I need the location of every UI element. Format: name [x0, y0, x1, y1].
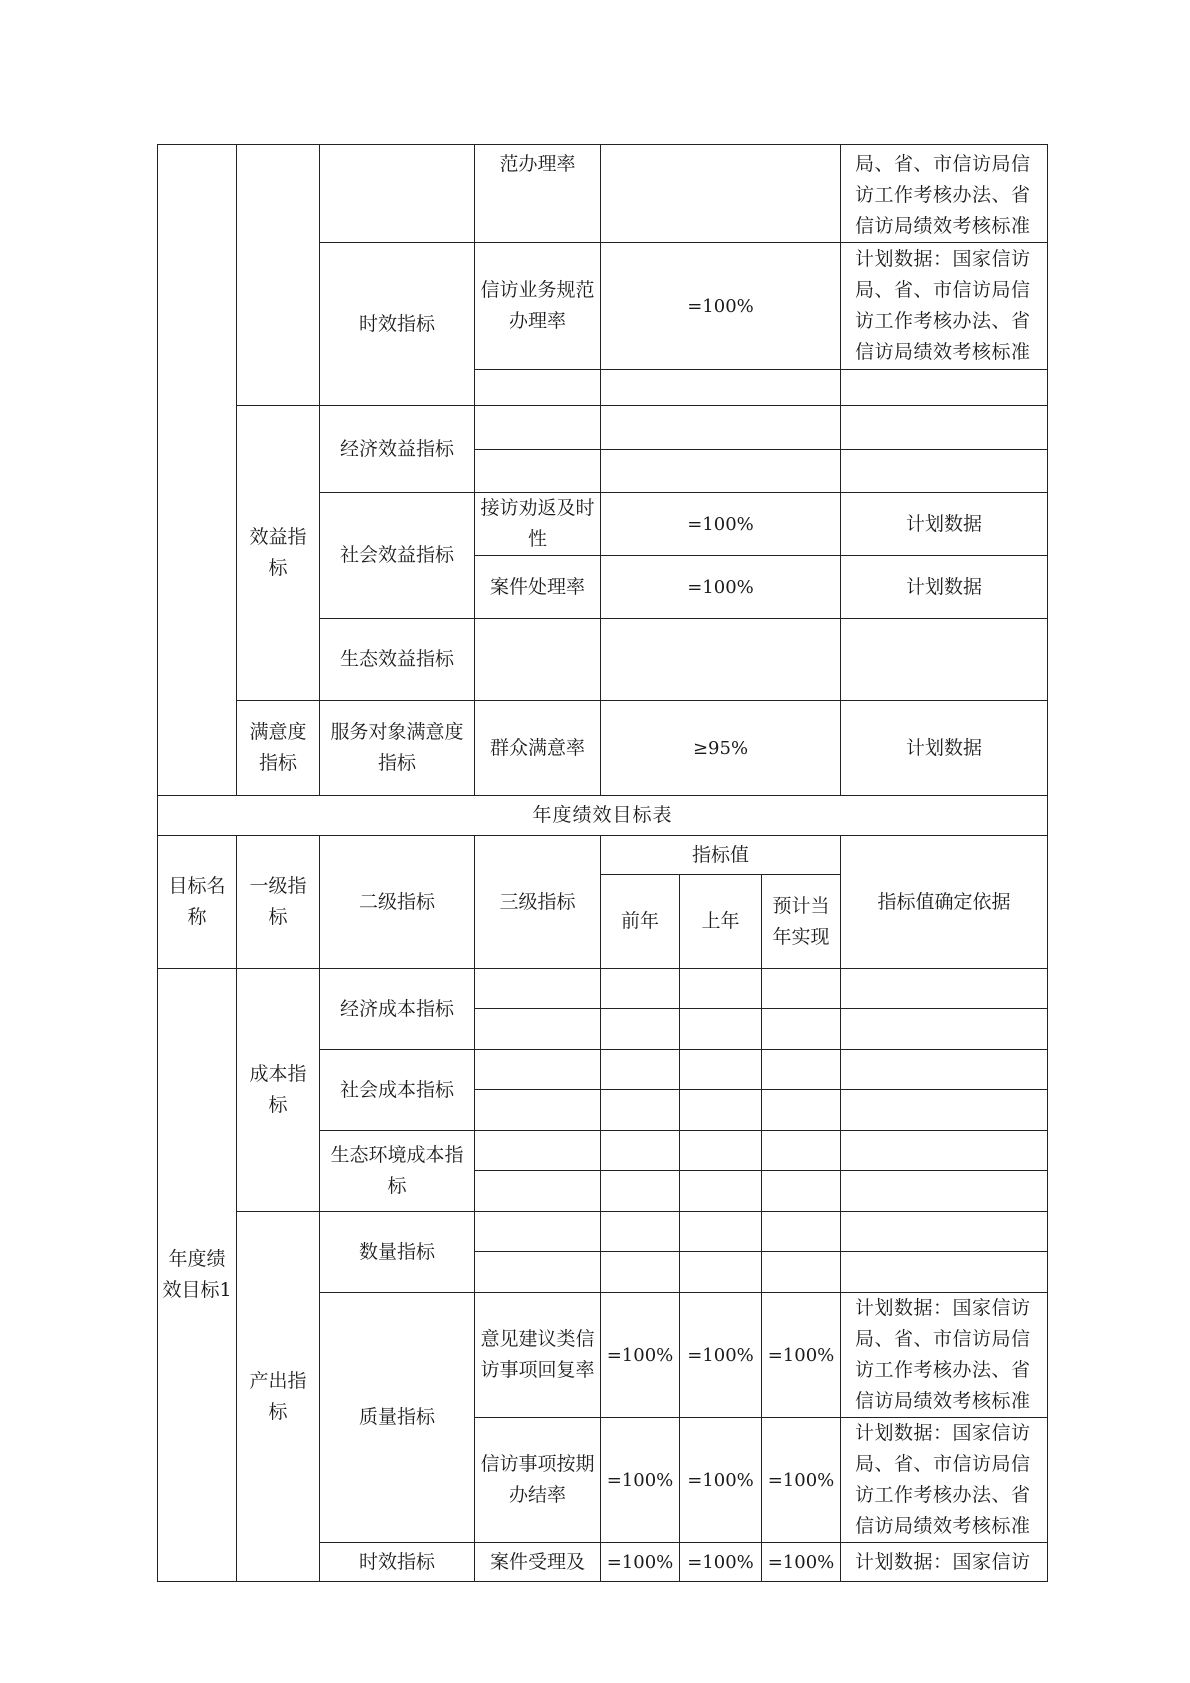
last-year-value: =100%: [680, 1543, 762, 1582]
table-row: [158, 796, 1048, 836]
header-prev-year: 前年: [601, 875, 680, 969]
empty-cell: [841, 969, 1048, 1009]
header-value-group: 指标值: [601, 836, 841, 875]
empty-cell: [841, 370, 1048, 406]
empty-cell: [841, 1252, 1048, 1293]
primary-indicator: 满意度指标: [237, 701, 320, 796]
header-goal-name: 目标名称: [158, 836, 237, 969]
empty-cell: [475, 1171, 601, 1212]
basis-cell: 计划数据: [841, 556, 1048, 619]
goal-name: 年度绩效目标1: [158, 969, 237, 1582]
primary-cell-continued: [237, 145, 320, 406]
empty-cell: [841, 1171, 1048, 1212]
prev-year-value: =100%: [601, 1543, 680, 1582]
empty-cell: [601, 619, 841, 701]
empty-cell: [841, 406, 1048, 450]
empty-cell: [680, 1009, 762, 1050]
last-year-value: =100%: [680, 1293, 762, 1418]
secondary-indicator: 质量指标: [320, 1293, 475, 1543]
primary-indicator: 效益指标: [237, 406, 320, 701]
performance-table-sheet: [157, 144, 1047, 1585]
table-row: [158, 406, 1048, 450]
tertiary-indicator: 信访业务规范办理率: [475, 243, 601, 370]
empty-cell: [841, 450, 1048, 493]
empty-cell: [601, 1131, 680, 1171]
indicator-value: =100%: [601, 243, 841, 370]
empty-cell: [680, 1050, 762, 1090]
indicator-value: =100%: [601, 556, 841, 619]
basis-cell: 局、省、市信访局信访工作考核办法、省信访局绩效考核标准: [841, 145, 1048, 243]
secondary-indicator: 服务对象满意度指标: [320, 701, 475, 796]
header-basis: 指标值确定依据: [841, 836, 1048, 969]
empty-cell: [475, 1009, 601, 1050]
empty-cell: [762, 1090, 841, 1131]
empty-cell: [762, 1131, 841, 1171]
empty-cell: [762, 1252, 841, 1293]
header-primary: 一级指标: [237, 836, 320, 969]
empty-cell: [680, 1131, 762, 1171]
tertiary-indicator: 接访劝返及时性: [475, 493, 601, 556]
tertiary-indicator: 案件处理率: [475, 556, 601, 619]
secondary-indicator: 时效指标: [320, 1543, 475, 1582]
primary-indicator: 产出指标: [237, 1212, 320, 1582]
expected-value: =100%: [762, 1418, 841, 1543]
header-last-year: 上年: [680, 875, 762, 969]
empty-cell: [475, 1050, 601, 1090]
empty-cell: [841, 1131, 1048, 1171]
empty-cell: [475, 370, 601, 406]
empty-cell: [601, 1171, 680, 1212]
indicator-value: ≥95%: [601, 701, 841, 796]
table-row: [158, 701, 1048, 796]
expected-value: =100%: [762, 1293, 841, 1418]
empty-cell: [601, 1050, 680, 1090]
empty-cell: [680, 1090, 762, 1131]
secondary-cell-continued: [320, 145, 475, 243]
table-row: [158, 145, 1048, 243]
secondary-indicator: 社会成本指标: [320, 1050, 475, 1131]
empty-cell: [475, 406, 601, 450]
empty-cell: [680, 1171, 762, 1212]
secondary-indicator: 生态效益指标: [320, 619, 475, 701]
empty-cell: [475, 1090, 601, 1131]
empty-cell: [680, 1212, 762, 1252]
goal-name-cell-continued: [158, 145, 237, 796]
empty-cell: [475, 619, 601, 701]
table-row: [158, 969, 1048, 1009]
secondary-indicator: 数量指标: [320, 1212, 475, 1293]
header-tertiary: 三级指标: [475, 836, 601, 969]
header-row: [158, 836, 1048, 875]
primary-indicator: 成本指标: [237, 969, 320, 1212]
empty-cell: [762, 1171, 841, 1212]
empty-cell: [762, 1212, 841, 1252]
empty-cell: [601, 450, 841, 493]
empty-cell: [841, 619, 1048, 701]
secondary-indicator: 经济成本指标: [320, 969, 475, 1050]
secondary-indicator: 经济效益指标: [320, 406, 475, 493]
secondary-indicator: 生态环境成本指标: [320, 1131, 475, 1212]
empty-cell: [601, 1252, 680, 1293]
empty-cell: [475, 1252, 601, 1293]
empty-cell: [475, 1131, 601, 1171]
empty-cell: [841, 1009, 1048, 1050]
basis-cell: 计划数据：国家信访局、省、市信访局信访工作考核办法、省信访局绩效考核标准: [841, 1418, 1048, 1543]
tertiary-indicator: 群众满意率: [475, 701, 601, 796]
basis-cell: 计划数据：国家信访: [841, 1543, 1048, 1582]
empty-cell: [475, 450, 601, 493]
empty-cell: [475, 1212, 601, 1252]
header-secondary: 二级指标: [320, 836, 475, 969]
basis-cell: 计划数据: [841, 701, 1048, 796]
empty-cell: [475, 969, 601, 1009]
tertiary-indicator: 案件受理及: [475, 1543, 601, 1582]
tertiary-indicator: 信访事项按期办结率: [475, 1418, 601, 1543]
empty-cell: [762, 969, 841, 1009]
empty-cell: [601, 1009, 680, 1050]
empty-cell: [601, 1090, 680, 1131]
empty-cell: [680, 969, 762, 1009]
table-row: [158, 1212, 1048, 1252]
empty-cell: [841, 1090, 1048, 1131]
empty-cell: [841, 1050, 1048, 1090]
header-expected: 预计当年实现: [762, 875, 841, 969]
tertiary-indicator: 意见建议类信访事项回复率: [475, 1293, 601, 1418]
annual-table-title: 年度绩效目标表: [158, 796, 1048, 836]
basis-cell: 计划数据：国家信访局、省、市信访局信访工作考核办法、省信访局绩效考核标准: [841, 1293, 1048, 1418]
basis-cell: 计划数据: [841, 493, 1048, 556]
empty-cell: [601, 1212, 680, 1252]
empty-cell: [601, 406, 841, 450]
basis-cell: 计划数据：国家信访局、省、市信访局信访工作考核办法、省信访局绩效考核标准: [841, 243, 1048, 370]
empty-cell: [841, 1212, 1048, 1252]
expected-value: =100%: [762, 1543, 841, 1582]
indicator-value: =100%: [601, 493, 841, 556]
secondary-indicator: 时效指标: [320, 243, 475, 406]
prev-year-value: =100%: [601, 1418, 680, 1543]
empty-cell: [762, 1050, 841, 1090]
empty-cell: [601, 969, 680, 1009]
empty-cell: [762, 1009, 841, 1050]
performance-table: [157, 144, 1048, 1582]
empty-cell: [601, 370, 841, 406]
prev-year-value: =100%: [601, 1293, 680, 1418]
value-cell: [601, 145, 841, 243]
last-year-value: =100%: [680, 1418, 762, 1543]
secondary-indicator: 社会效益指标: [320, 493, 475, 619]
empty-cell: [680, 1252, 762, 1293]
tertiary-cell: 范办理率: [475, 145, 601, 243]
